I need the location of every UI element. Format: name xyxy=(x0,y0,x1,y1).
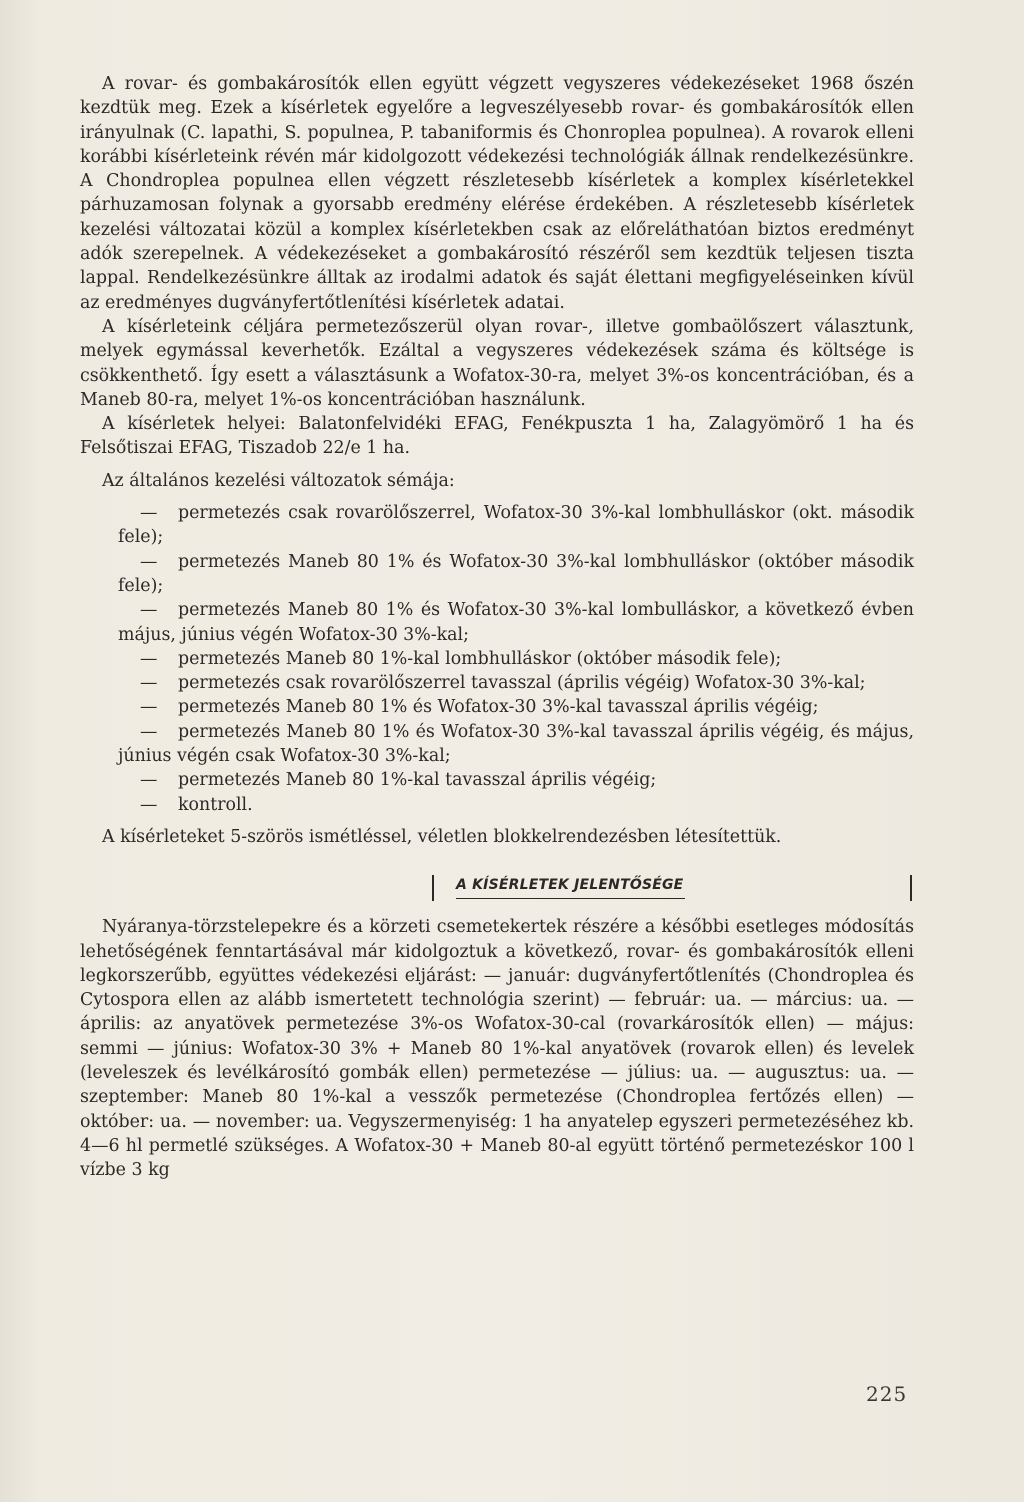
paragraph-intro: A rovar- és gombakárosítók ellen együtt végzett vegyszeres védekezéseket 1968 őszén kezdtük meg. Ezek a kísérletek egyelőre a legveszélyesebb rovar- és gombakárosítók ellen irányulnak (C. lapathi, S. populnea, P. tabaniformis és Chonroplea populnea). A rovarok elleni korábbi kísérleteink révén már kidolgozott védekezési technológiák állnak rendelkezésünkre. A Chondroplea populnea ellen végzett részletesebb kísérletek a komplex kísérletekkel párhuzamosan folynak a gyorsabb eredmény elérése érdekében. A részletesebb kísérletek kezelési változatai közül a komplex kísérletekben csak az előreláthatóan biztos eredményt adók szerepelnek. A védekezéseket a gombakárosító részéről sem kezdtük teljesen tiszta lappal. Rendelkezésünkre álltak az irodalmi adatok és saját élettani megfigyeléseinken kívül az eredményes dugványfertőtlenítési kísérletek adatai. xyxy=(80,74,914,313)
paragraph-scheme-intro: Az általános kezelési változatok sémája: xyxy=(102,470,455,491)
section-heading: A KÍSÉRLETEK JELENTŐSÉGE xyxy=(456,873,685,899)
page-number: 225 xyxy=(866,1382,908,1406)
paragraph-locations: A kísérletek helyei: Balatonfelvidéki EFAG, Fenékpuszta 1 ha, Zalagyömörő 1 ha és Felsőtiszai EFAG, Tiszadob 22/e 1 ha. xyxy=(80,414,914,459)
treatment-item: — permetezés Maneb 80 1% és Wofatox-30 3%-kal tavasszal április végéig, és május, június végén csak Wofatox-30 3%-kal; xyxy=(118,721,914,767)
treatment-item: — permetezés csak rovarölőszerrel tavasszal (április végéig) Wofatox-30 3%-kal; xyxy=(140,673,866,694)
paragraph-significance: Nyáranya-törzstelepekre és a körzeti csemetekertek részére a későbbi esetleges módosítás lehetőségének fenntartásával már kidolgoztuk a következő, rovar- és gombakárosítók elleni legkorszerűbb, együttes védekezési eljárást: — január: dugványfertőtlenítés (Chondroplea és Cytospora ellen az alább ismertetett technológia szerint) — február: ua. — március: ua. — április: az anyatövek permetezése 3%-os Wofatox-30-cal (rovarkárosítók ellen) — május: semmi — június: Wofatox-30 3% + Maneb 80 1%-kal anyatövek (rovarok ellen) és levelek (leveleszek és levélkárosító gombák ellen) permetezése — július: ua. — augusztus: ua. — szeptember: Maneb 80 1%-kal a vesszők permetezése (Chondroplea fertőzés ellen) — október: ua. — november: ua. Vegyszermenyiség: 1 ha anyatelep egyszeri permetezéséhez kb. 4—6 hl permetlé szükséges. A Wofatox-30 + Maneb 80-al együtt történő permetezéskor 100 l vízbe 3 kg xyxy=(80,917,914,1181)
treatment-item: — permetezés Maneb 80 1%-kal tavasszal április végéig; xyxy=(140,770,657,791)
treatment-item: — permetezés Maneb 80 1%-kal lombhulláskor (október második fele); xyxy=(140,648,782,669)
treatment-item: — permetezés Maneb 80 1% és Wofatox-30 3%-kal lombhulláskor (október második fele); xyxy=(118,551,914,596)
paragraph-chemicals: A kísérleteink céljára permetezőszerül olyan rovar-, illetve gombaölőszert választunk, melyek egymással keverhetők. Ezáltal a vegyszeres védekezések száma és költsége is csökkenthető. Így esett a választásunk a Wofatox-30-ra, melyet 3%-os koncentrációban, és a Maneb 80-ra, melyet 1%-os koncentrációban használunk. xyxy=(80,316,914,410)
treatment-item: — permetezés Maneb 80 1% és Wofatox-30 3%-kal tavasszal április végéig; xyxy=(140,697,819,718)
treatment-list xyxy=(80,501,914,817)
body-text xyxy=(80,72,914,1182)
treatment-item: — permetezés csak rovarölőszerrel, Wofatox-30 3%-kal lombhulláskor (okt. második fele); xyxy=(118,503,914,548)
section-heading-box xyxy=(432,875,912,901)
paragraph-design: A kísérleteket 5-szörös ismétléssel, véletlen blokkelrendezésben létesítettük. xyxy=(102,826,782,847)
treatment-item: — kontroll. xyxy=(140,794,253,815)
treatment-item: — permetezés Maneb 80 1% és Wofatox-30 3%-kal lombulláskor, a következő évben május, június végén Wofatox-30 3%-kal; xyxy=(118,600,914,645)
